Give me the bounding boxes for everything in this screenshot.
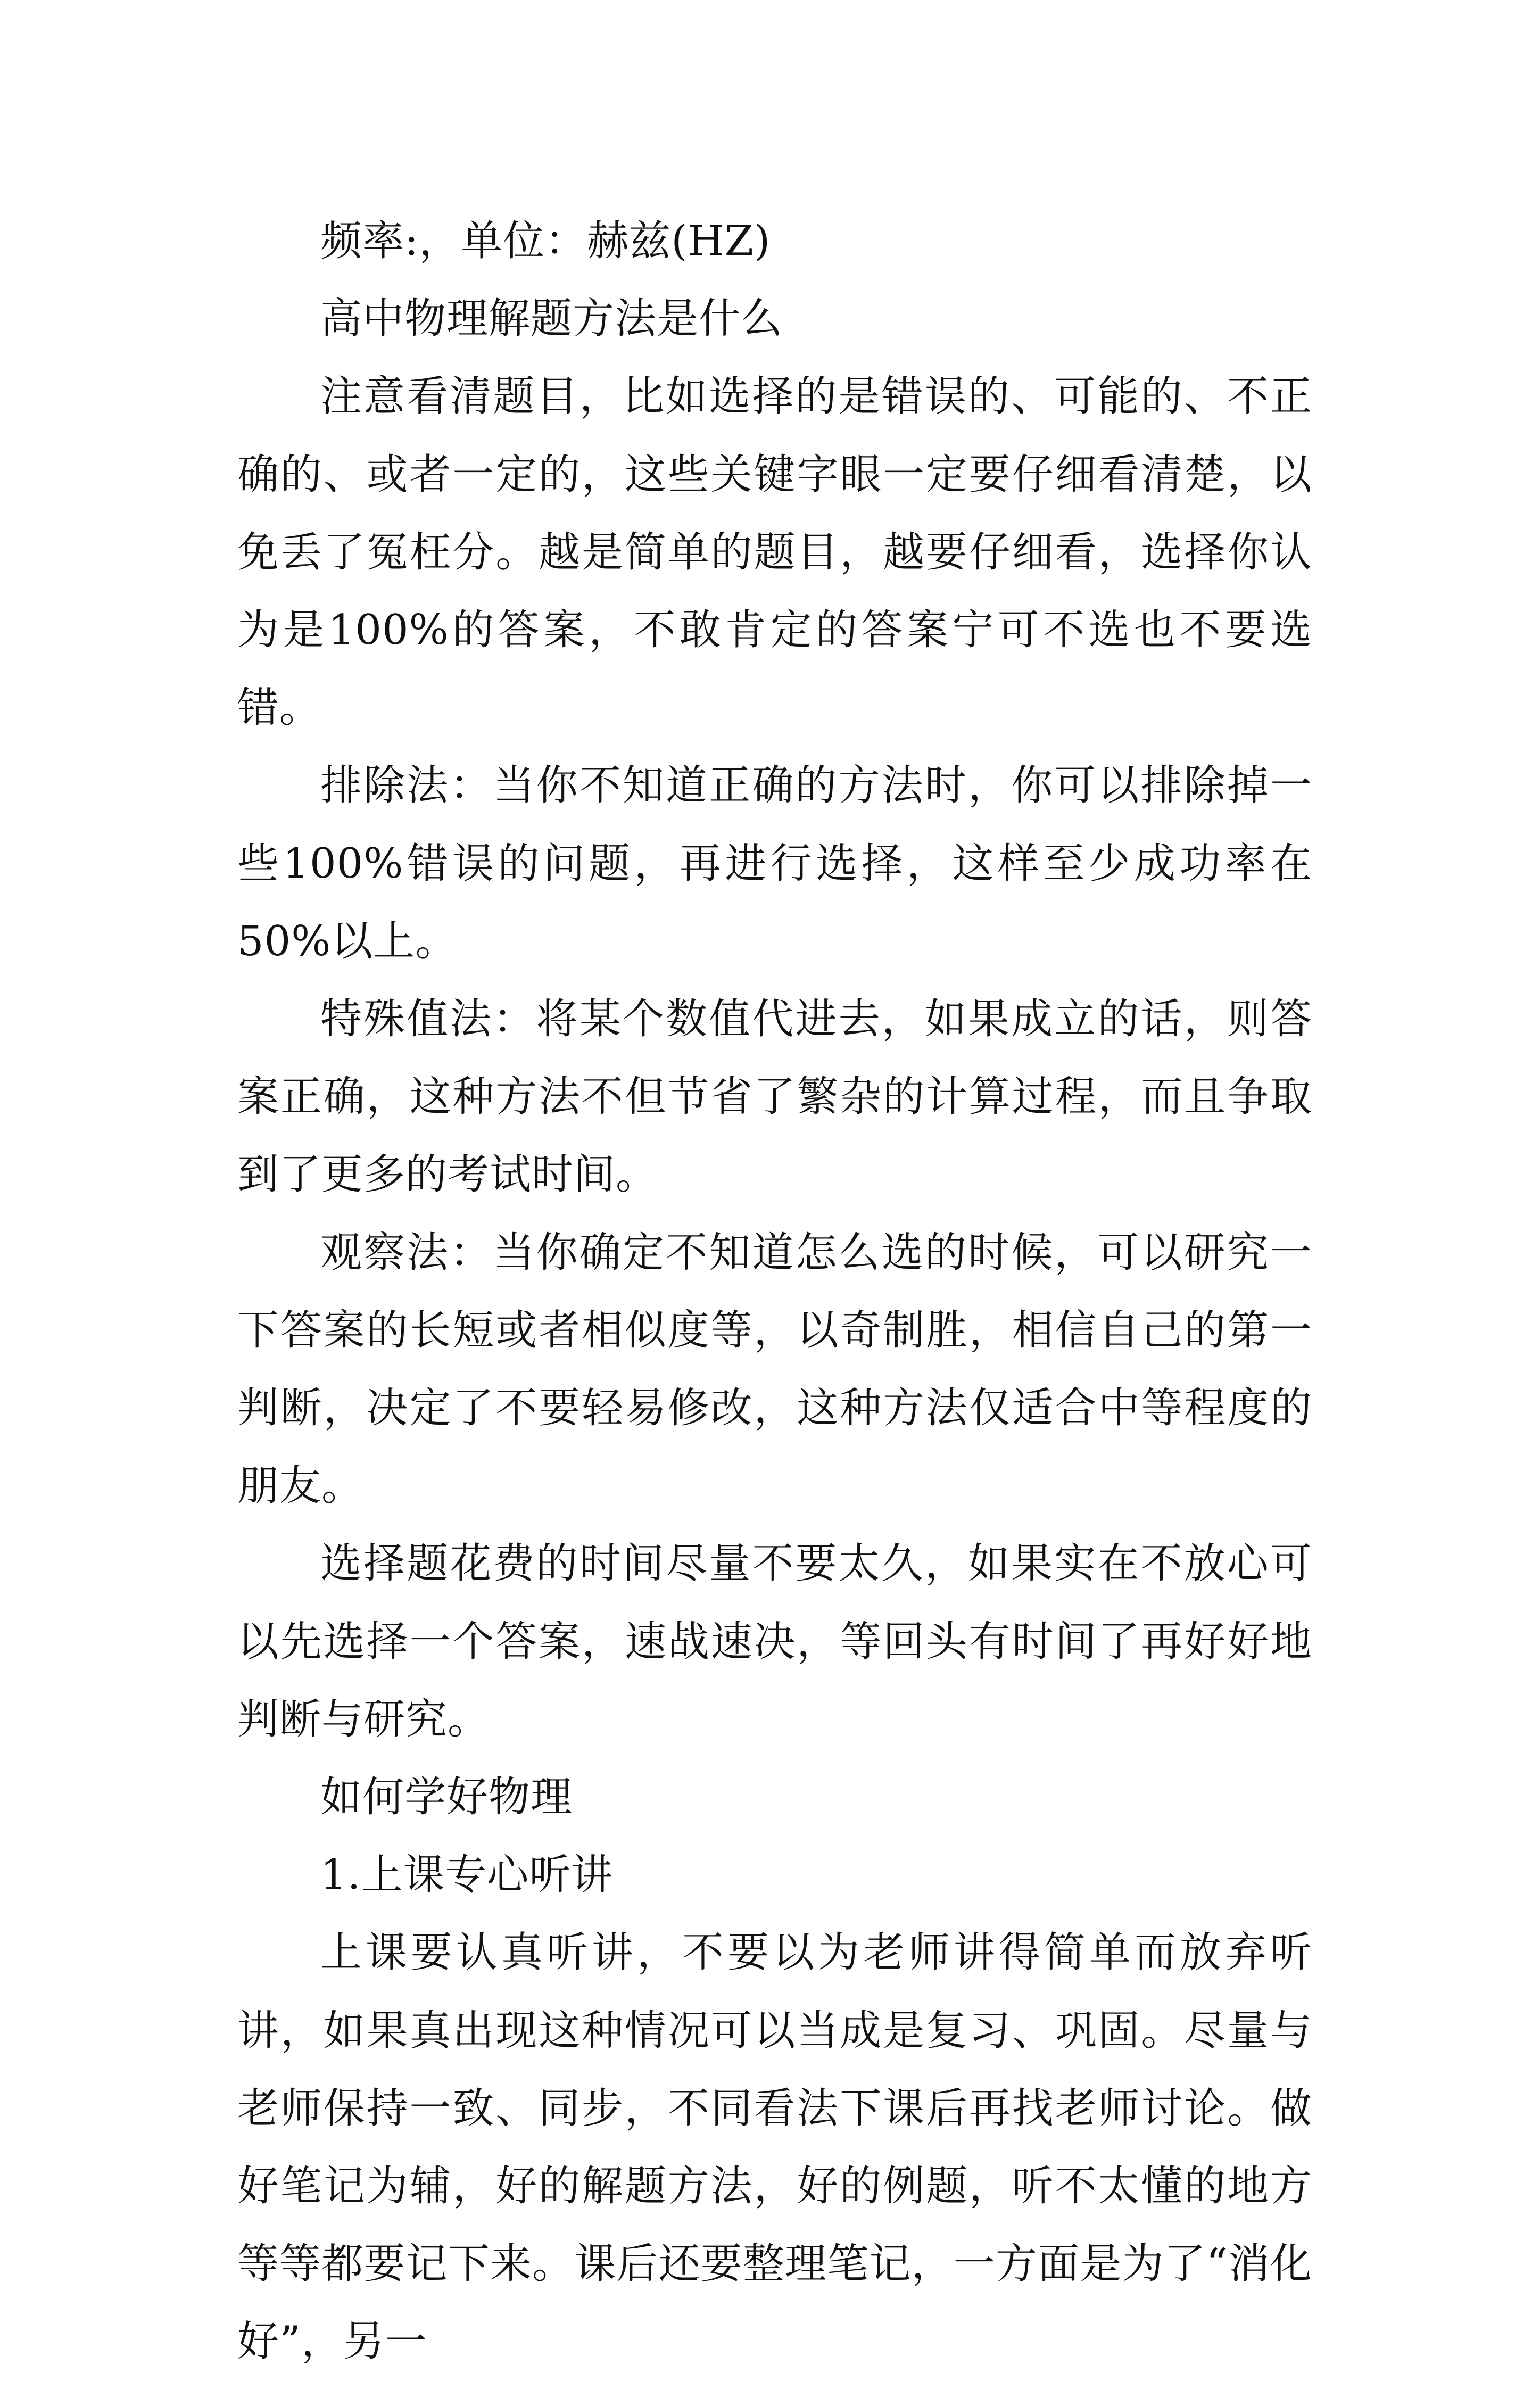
heading-how-to-learn-physics: 如何学好物理: [320, 1773, 573, 1822]
heading-solving-methods: 高中物理解题方法是什么: [320, 295, 783, 343]
paragraph-special-value-method: 特殊值法：将某个数值代进去，如果成立的话，则答案正确，这种方法不但节省了繁杂的计算过程，而且争取到了更多的考试时间。: [237, 995, 1312, 1199]
heading-listen-in-class: 1.上课专心听讲: [320, 1851, 614, 1899]
document-body: [237, 202, 1312, 2381]
paragraph-read-carefully: 注意看清题目，比如选择的是错误的、可能的、不正确的、或者一定的，这些关键字眼一定要仔细看清楚，以免丢了冤枉分。越是简单的题目，越要仔细看，选择你认为是100%的答案，不敢肯定的答案宁可不选也不要选错。: [237, 373, 1312, 732]
paragraph-time-management: 选择题花费的时间尽量不要太久，如果实在不放心可以先选择一个答案，速战速决，等回头有时间了再好好地判断与研究。: [237, 1540, 1312, 1743]
paragraph-frequency-unit: 频率:，单位：赫兹(HZ): [320, 217, 771, 265]
paragraph-listen-in-class: 上课要认真听讲，不要以为老师讲得简单而放弃听讲，如果真出现这种情况可以当成是复习、巩固。尽量与老师保持一致、同步，不同看法下课后再找老师讨论。做好笔记为辅，好的解题方法，好的例题，听不太懂的地方等等都要记下来。课后还要整理笔记，一方面是为了“消化好”，另一: [237, 1929, 1312, 2366]
paragraph-observation-method: 观察法：当你确定不知道怎么选的时候，可以研究一下答案的长短或者相似度等，以奇制胜，相信自己的第一判断，决定了不要轻易修改，这种方法仅适合中等程度的朋友。: [237, 1228, 1312, 1510]
paragraph-elimination-method: 排除法：当你不知道正确的方法时，你可以排除掉一些100%错误的问题，再进行选择，这样至少成功率在50%以上。: [237, 762, 1312, 965]
